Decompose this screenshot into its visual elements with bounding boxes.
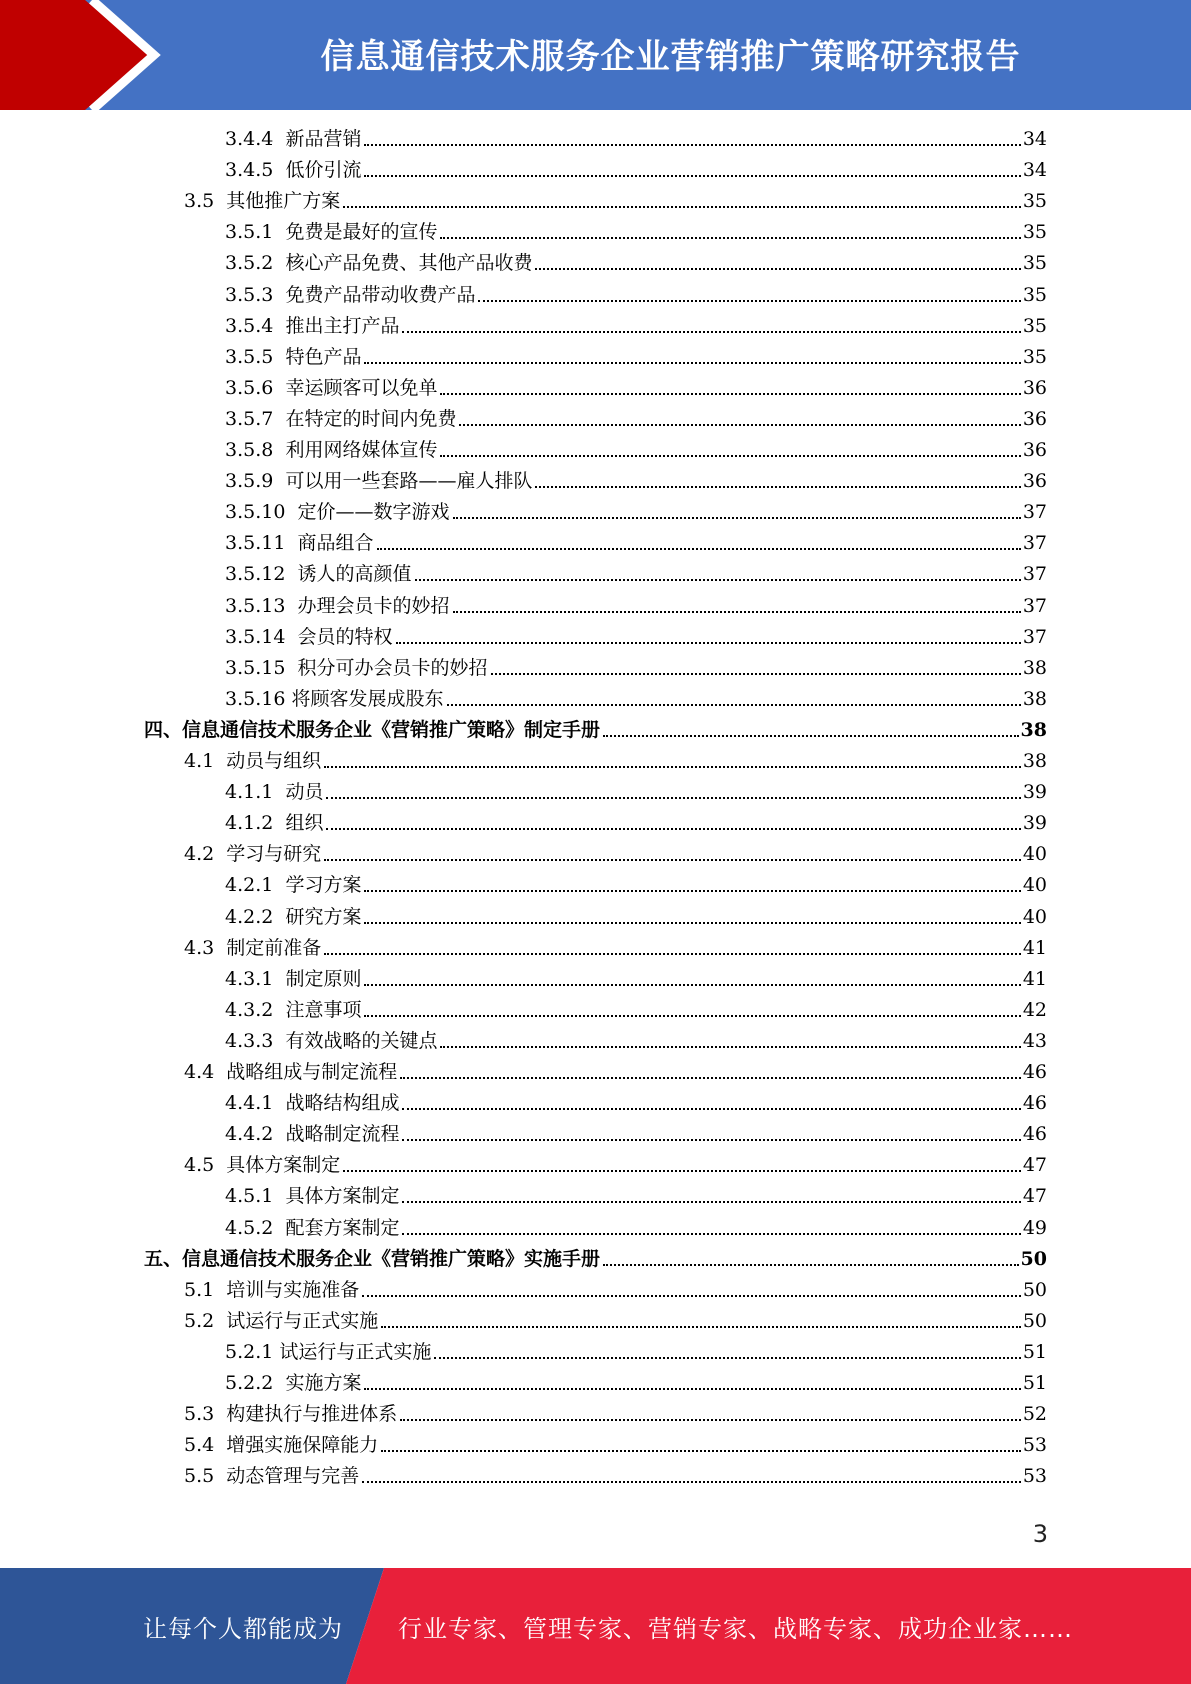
toc-entry[interactable] <box>225 407 1047 431</box>
toc-entry-title: 在特定的时间内免费 <box>285 407 457 430</box>
toc-entry-title: 学习方案 <box>285 874 362 897</box>
toc-entry-page: 36 <box>1022 376 1047 399</box>
toc-entry-page: 40 <box>1022 843 1047 866</box>
toc-dot-leader <box>396 642 1021 644</box>
toc-entry-title: 将顾客发展成股东 <box>291 687 444 710</box>
toc-entry-page: 46 <box>1022 1061 1047 1083</box>
toc-entry-page: 36 <box>1022 470 1047 493</box>
toc-entry[interactable] <box>225 251 1047 275</box>
toc-dot-leader <box>381 1450 1021 1452</box>
toc-dot-leader <box>364 1015 1020 1017</box>
toc-entry-page: 35 <box>1022 314 1047 337</box>
toc-entry-page: 37 <box>1022 625 1047 648</box>
toc-entry-number: 3.5.8 <box>225 439 286 461</box>
toc-entry[interactable] <box>184 1464 1047 1488</box>
toc-entry-number: 3.5.3 <box>225 283 286 306</box>
toc-entry-number: 4.1 <box>184 750 227 772</box>
toc-dot-leader <box>402 331 1020 333</box>
toc-dot-leader <box>364 175 1020 177</box>
toc-dot-leader <box>402 1108 1020 1110</box>
toc-entry-page: 38 <box>1022 750 1047 772</box>
toc-entry-title: 研究方案 <box>285 905 362 928</box>
toc-entry-page: 35 <box>1022 221 1047 244</box>
toc-entry-number: 4.1.1 <box>225 781 286 804</box>
toc-entry-page: 53 <box>1022 1465 1047 1488</box>
toc-entry-title: 商品组合 <box>297 532 374 555</box>
toc-entry[interactable] <box>225 283 1047 307</box>
toc-entry-page: 51 <box>1022 1372 1047 1394</box>
toc-dot-leader <box>434 1357 1020 1359</box>
toc-entry-page: 50 <box>1022 1309 1047 1332</box>
toc-dot-leader <box>402 1139 1020 1141</box>
toc-dot-leader <box>440 455 1020 457</box>
toc-entry[interactable] <box>184 936 1047 960</box>
toc-entry-title: 可以用一些套路——雇人排队 <box>285 470 533 493</box>
toc-entry[interactable] <box>225 345 1047 369</box>
toc-dot-leader <box>453 611 1021 613</box>
toc-entry-title: 办理会员卡的妙招 <box>297 594 450 617</box>
toc-entry[interactable] <box>225 1122 1047 1146</box>
toc-entry-title: 利用网络媒体宣传 <box>285 439 438 461</box>
toc-entry-page: 42 <box>1022 998 1047 1021</box>
footer-slogan-right: 行业专家、管理专家、营销专家、战略专家、成功企业家…… <box>398 1614 1073 1643</box>
toc-entry-title: 低价引流 <box>285 159 362 182</box>
toc-dot-leader <box>453 517 1021 519</box>
toc-entry-page: 51 <box>1022 1340 1047 1363</box>
toc-entry-page: 41 <box>1022 967 1047 990</box>
toc-entry-title: 战略组成与制定流程 <box>226 1061 398 1083</box>
toc-entry[interactable] <box>225 1340 1047 1364</box>
toc-entry[interactable] <box>225 376 1047 400</box>
toc-entry-page: 39 <box>1022 781 1047 804</box>
toc-entry-page: 38 <box>1020 718 1047 741</box>
toc-entry-number: 5.5 <box>184 1465 227 1488</box>
toc-entry-number: 5.2.2 <box>225 1372 286 1394</box>
toc-entry-title: 构建执行与推进体系 <box>226 1403 398 1426</box>
toc-entry-page: 50 <box>1022 1278 1047 1301</box>
toc-entry-number: 3.5.15 <box>225 656 298 679</box>
toc-entry-number: 3.5.7 <box>225 407 286 430</box>
toc-entry-title: 动员 <box>285 781 324 804</box>
toc-entry[interactable] <box>225 1216 1047 1240</box>
toc-entry[interactable] <box>184 189 1047 213</box>
toc-entry-title: 配套方案制定 <box>285 1216 400 1239</box>
toc-entry[interactable] <box>225 1091 1047 1115</box>
toc-entry[interactable] <box>225 1371 1047 1395</box>
toc-entry-number: 4.2.2 <box>225 905 286 928</box>
toc-dot-leader <box>447 704 1021 706</box>
toc-entry-title: 动员与组织 <box>226 750 322 772</box>
toc-entry-page: 35 <box>1022 283 1047 306</box>
toc-entry-number: 5.1 <box>184 1278 227 1301</box>
toc-entry-page: 43 <box>1022 1029 1047 1052</box>
toc-entry[interactable] <box>184 1153 1047 1177</box>
toc-entry-title: 具体方案制定 <box>285 1185 400 1208</box>
toc-entry-title: 制定前准备 <box>226 936 322 959</box>
toc-entry-number: 4.3.1 <box>225 967 286 990</box>
toc-entry-number: 4.3.3 <box>225 1029 286 1052</box>
toc-entry-title: 核心产品免费、其他产品收费 <box>285 252 533 275</box>
toc-entry[interactable] <box>225 1184 1047 1208</box>
toc-dot-leader <box>364 922 1020 924</box>
toc-dot-leader <box>362 1295 1021 1297</box>
toc-entry-page: 40 <box>1022 905 1047 928</box>
toc-entry-page: 49 <box>1022 1216 1047 1239</box>
toc-entry-page: 38 <box>1022 656 1047 679</box>
toc-dot-leader <box>402 1201 1020 1203</box>
toc-entry-number: 3.5.2 <box>225 252 286 275</box>
toc-entry[interactable] <box>225 314 1047 338</box>
toc-entry-number: 4.4.2 <box>225 1123 286 1146</box>
toc-entry[interactable] <box>225 873 1047 897</box>
toc-entry-page: 34 <box>1022 159 1047 182</box>
toc-entry-number: 4.2 <box>184 843 227 866</box>
toc-entry-page: 37 <box>1022 563 1047 586</box>
toc-entry-page: 47 <box>1022 1185 1047 1208</box>
toc-dot-leader <box>478 300 1020 302</box>
toc-entry[interactable] <box>225 905 1047 929</box>
toc-entry[interactable] <box>184 1278 1047 1302</box>
toc-entry-page: 46 <box>1022 1092 1047 1115</box>
toc-entry-number: 4.5 <box>184 1154 227 1177</box>
toc-entry[interactable] <box>184 1309 1047 1333</box>
toc-entry-page: 35 <box>1022 252 1047 275</box>
page-footer <box>0 1568 1191 1684</box>
toc-entry-title: 推出主打产品 <box>285 314 400 337</box>
toc-entry-number: 3.5.1 <box>225 221 286 244</box>
toc-entry-number: 3.5.4 <box>225 314 286 337</box>
toc-entry[interactable] <box>225 594 1047 618</box>
toc-entry-number: 3.5.9 <box>225 470 286 493</box>
toc-entry[interactable] <box>225 1029 1047 1053</box>
toc-entry-page: 36 <box>1022 439 1047 461</box>
toc-entry-number: 3.4.4 <box>225 128 286 150</box>
toc-entry-page: 40 <box>1022 874 1047 897</box>
toc-entry-page: 39 <box>1022 812 1047 835</box>
toc-entry-number: 3.5.5 <box>225 345 286 368</box>
toc-entry-number: 5.2.1 <box>225 1340 280 1363</box>
toc-entry-title: 免费产品带动收费产品 <box>285 283 476 306</box>
toc-entry-page: 35 <box>1022 190 1047 213</box>
toc-entry[interactable] <box>225 998 1047 1022</box>
toc-dot-leader <box>381 1326 1021 1328</box>
toc-dot-leader <box>324 953 1021 955</box>
toc-entry-page: 34 <box>1022 128 1047 150</box>
toc-entry-title: 会员的特权 <box>297 625 393 648</box>
page-number: 3 <box>1032 1520 1048 1548</box>
toc-entry-number: 3.4.5 <box>225 159 286 182</box>
toc-entry-page: 46 <box>1022 1123 1047 1146</box>
toc-entry-number: 3.5.11 <box>225 532 298 555</box>
toc-entry-page: 41 <box>1022 936 1047 959</box>
toc-entry-title: 学习与研究 <box>226 843 322 866</box>
toc-entry-title: 战略结构组成 <box>285 1092 400 1115</box>
toc-entry-title: 五、信息通信技术服务企业《营销推广策略》实施手册 <box>144 1247 601 1270</box>
toc-entry-number: 4.5.2 <box>225 1216 286 1239</box>
toc-entry-page: 52 <box>1022 1403 1047 1426</box>
toc-entry[interactable] <box>184 1402 1047 1426</box>
toc-entry-title: 积分可办会员卡的妙招 <box>297 656 488 679</box>
toc-entry-title: 动态管理与完善 <box>226 1465 360 1488</box>
toc-dot-leader <box>603 735 1019 737</box>
toc-entry-number: 3.5 <box>184 190 227 213</box>
toc-dot-leader <box>343 206 1021 208</box>
toc-entry-title: 具体方案制定 <box>226 1154 341 1177</box>
toc-dot-leader <box>535 268 1020 270</box>
footer-slogan-left: 让每个人都能成为 <box>143 1614 343 1643</box>
toc-entry-title: 新品营销 <box>285 128 362 150</box>
toc-entry-title: 幸运顾客可以免单 <box>285 376 438 399</box>
toc-entry-title: 四、信息通信技术服务企业《营销推广策略》制定手册 <box>144 718 601 741</box>
toc-entry-page: 36 <box>1022 407 1047 430</box>
toc-entry[interactable] <box>225 127 1047 151</box>
toc-entry-number: 3.5.10 <box>225 501 298 524</box>
toc-entry-page: 35 <box>1022 345 1047 368</box>
toc-entry-title: 其他推广方案 <box>226 190 341 213</box>
toc-entry-title: 培训与实施准备 <box>226 1278 360 1301</box>
toc-dot-leader <box>364 1388 1020 1390</box>
toc-entry[interactable] <box>225 656 1047 680</box>
toc-dot-leader <box>377 548 1021 550</box>
toc-entry[interactable] <box>225 562 1047 586</box>
toc-dot-leader <box>535 486 1020 488</box>
toc-entry-number: 4.3 <box>184 936 227 959</box>
toc-entry[interactable] <box>225 438 1047 462</box>
toc-dot-leader <box>326 828 1020 830</box>
toc-dot-leader <box>440 1046 1020 1048</box>
toc-dot-leader <box>364 984 1020 986</box>
toc-entry-title: 增强实施保障能力 <box>226 1434 379 1457</box>
toc-entry[interactable] <box>144 718 1047 742</box>
toc-entry-number: 4.4 <box>184 1061 227 1083</box>
toc-entry-number: 3.5.6 <box>225 376 286 399</box>
toc-entry[interactable] <box>184 1433 1047 1457</box>
toc-entry[interactable] <box>144 1247 1047 1271</box>
toc-dot-leader <box>324 859 1021 861</box>
toc-entry-page: 47 <box>1022 1154 1047 1177</box>
toc-entry-page: 37 <box>1022 594 1047 617</box>
toc-dot-leader <box>362 1481 1021 1483</box>
toc-dot-leader <box>326 797 1020 799</box>
page-header <box>0 0 1191 110</box>
toc-dot-leader <box>324 766 1021 768</box>
toc-entry-title: 有效战略的关键点 <box>285 1029 438 1052</box>
toc-entry-title: 特色产品 <box>285 345 362 368</box>
toc-entry-page: 38 <box>1022 687 1047 710</box>
toc-dot-leader <box>491 673 1021 675</box>
toc-entry-number: 5.3 <box>184 1403 227 1426</box>
toc-dot-leader <box>440 393 1020 395</box>
toc-entry-number: 4.5.1 <box>225 1185 286 1208</box>
toc-entry-title: 实施方案 <box>285 1372 362 1394</box>
toc-entry-title: 试运行与正式实施 <box>226 1309 379 1332</box>
toc-dot-leader <box>364 890 1020 892</box>
toc-entry-page: 50 <box>1020 1247 1047 1270</box>
toc-entry[interactable] <box>225 220 1047 244</box>
toc-entry[interactable] <box>225 780 1047 804</box>
toc-dot-leader <box>400 1419 1021 1421</box>
toc-entry-title: 注意事项 <box>285 998 362 1021</box>
toc-entry[interactable] <box>184 842 1047 866</box>
toc-entry-page: 53 <box>1022 1434 1047 1457</box>
toc-dot-leader <box>343 1170 1021 1172</box>
toc-entry-number: 5.2 <box>184 1309 227 1332</box>
toc-entry-title: 战略制定流程 <box>285 1123 400 1146</box>
toc-entry-number: 3.5.14 <box>225 625 298 648</box>
toc-entry-title: 免费是最好的宣传 <box>285 221 438 244</box>
toc-entry[interactable] <box>184 1060 1047 1084</box>
toc-entry[interactable] <box>225 687 1047 711</box>
toc-dot-leader <box>603 1264 1019 1266</box>
toc-dot-leader <box>364 144 1020 146</box>
header-title: 信息通信技术服务企业营销推广策略研究报告 <box>320 36 1021 77</box>
toc-entry-title: 组织 <box>285 812 324 835</box>
toc-entry-number: 4.4.1 <box>225 1092 286 1115</box>
toc-entry-number: 3.5.13 <box>225 594 298 617</box>
toc-entry-number: 4.3.2 <box>225 998 286 1021</box>
toc-entry[interactable] <box>225 158 1047 182</box>
toc-dot-leader <box>402 1233 1020 1235</box>
toc-entry-page: 37 <box>1022 532 1047 555</box>
toc-dot-leader <box>459 424 1020 426</box>
toc-entry-number: 4.2.1 <box>225 874 286 897</box>
toc-entry[interactable] <box>225 967 1047 991</box>
toc-entry[interactable] <box>225 500 1047 524</box>
toc-entry[interactable] <box>225 531 1047 555</box>
toc-dot-leader <box>400 1077 1021 1079</box>
toc-entry-title: 诱人的高颜值 <box>297 563 412 586</box>
toc-entry-title: 定价——数字游戏 <box>297 501 450 524</box>
toc-entry-title: 试运行与正式实施 <box>279 1340 432 1363</box>
toc-dot-leader <box>440 237 1020 239</box>
toc-entry-page: 37 <box>1022 501 1047 524</box>
toc-entry[interactable] <box>225 469 1047 493</box>
toc-entry-number: 5.4 <box>184 1434 227 1457</box>
toc-dot-leader <box>415 579 1021 581</box>
toc-entry[interactable] <box>184 749 1047 773</box>
toc-entry[interactable] <box>225 811 1047 835</box>
toc-entry[interactable] <box>225 625 1047 649</box>
toc-entry-number: 3.5.16 <box>225 687 292 710</box>
toc-entry-number: 3.5.12 <box>225 563 298 586</box>
toc-entry-number: 4.1.2 <box>225 812 286 835</box>
toc-dot-leader <box>364 362 1020 364</box>
toc-entry-title: 制定原则 <box>285 967 362 990</box>
